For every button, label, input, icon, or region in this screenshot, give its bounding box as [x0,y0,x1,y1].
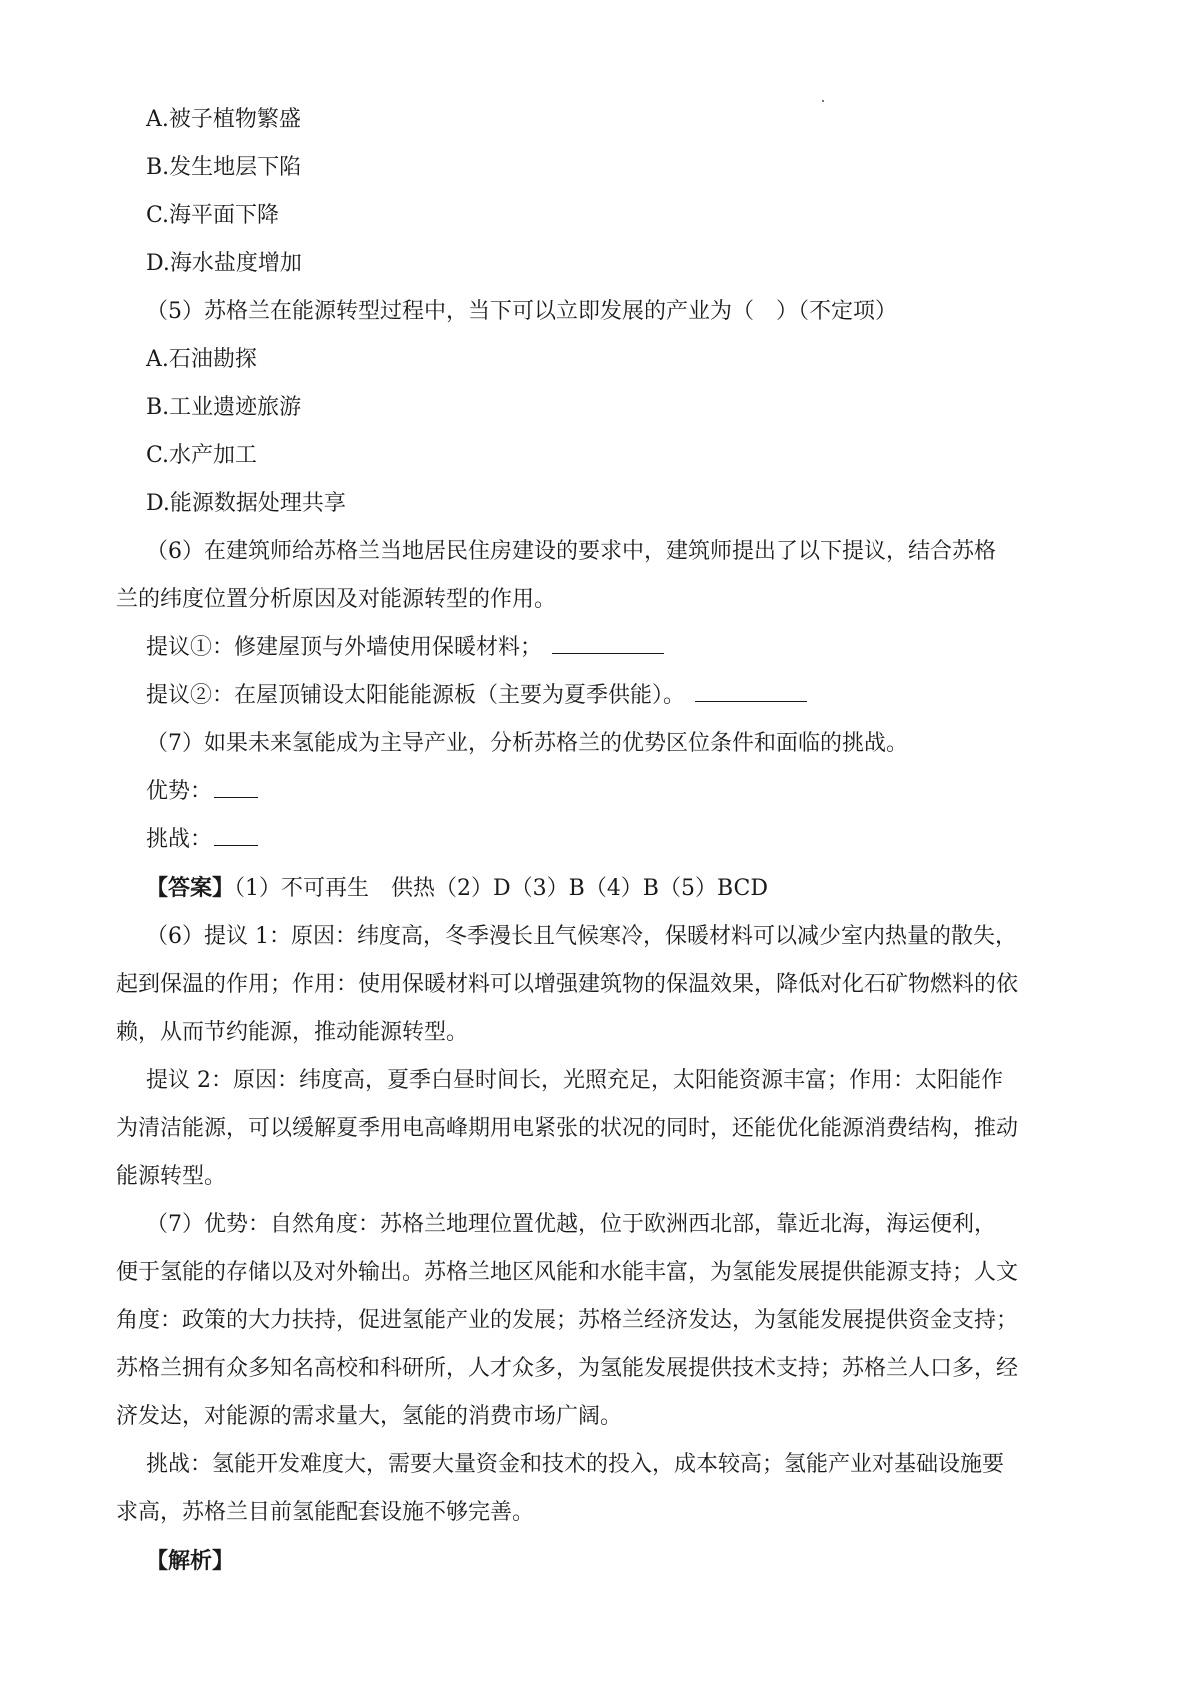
q6-proposal-1 [146,624,1100,672]
q5-option-b: B.工业遗迹旅游 [146,395,302,420]
q6-proposal-2 [146,672,1100,720]
answer-blank [214,821,258,846]
a7-p1-line4: 苏格兰拥有众多知名高校和科研所，人才众多，为氢能发展提供技术支持；苏格兰人口多，经 [116,1356,1019,1381]
answer-heading: 【答案】 [146,875,235,901]
a6-p2-line1: 提议 2：原因：纬度高，夏季白昼时间长，光照充足，太阳能资源丰富；作用：太阳能作 [146,1068,1003,1093]
q6-stem-line1: （6）在建筑师给苏格兰当地居民住房建设的要求中，建筑师提出了以下提议，结合苏格 [146,539,996,564]
a6-p1-line1: （6）提议 1：原因：纬度高，冬季漫长且气候寒冷，保暖材料可以减少室内热量的散失， [146,924,1017,949]
a6-p2-line3: 能源转型。 [116,1164,227,1189]
q6-proposal-2-text: 提议②：在屋顶铺设太阳能能源板（主要为夏季供能）。 [146,683,686,708]
q5-option-d: D.能源数据处理共享 [146,491,346,516]
a7-p1-line1: （7）优势：自然角度：苏格兰地理位置优越，位于欧洲西北部，靠近北海，海运便利， [146,1212,996,1237]
q7-challenge-label: 挑战： [146,827,213,852]
a7-p1-line3: 角度：政策的大力扶持，促进氢能产业的发展；苏格兰经济发达，为氢能发展提供资金支持； [116,1308,1019,1333]
answer-summary [146,864,1100,913]
q4-option-c: C.海平面下降 [146,203,280,228]
answer-blank [214,773,258,798]
a7-p2-line1: 挑战：氢能开发难度大，需要大量资金和技术的投入，成本较高；氢能产业对基础设施要 [146,1452,1005,1477]
a7-p2-line2: 求高，苏格兰目前氢能配套设施不够完善。 [116,1500,535,1525]
q7-stem: （7）如果未来氢能成为主导产业，分析苏格兰的优势区位条件和面临的挑战。 [146,731,908,756]
a6-p1-line3: 赖，从而节约能源，推动能源转型。 [116,1020,469,1045]
q4-option-b: B.发生地层下陷 [146,155,302,180]
q6-proposal-1-text: 提议①：修建屋顶与外墙使用保暖材料； [146,635,543,660]
q6-stem-line2: 兰的纬度位置分析原因及对能源转型的作用。 [116,587,557,612]
q4-option-a: A.被子植物繁盛 [146,107,301,132]
a6-p2-line2: 为清洁能源，可以缓解夏季用电高峰期用电紧张的状况的同时，还能优化能源消费结构，推动 [116,1116,1019,1141]
answer-summary-text: （1）不可再生 供热（2）D（3）B（4）B（5）BCD [234,876,769,901]
q7-advantage-label: 优势： [146,779,213,804]
q5-stem: （5）苏格兰在能源转型过程中，当下可以立即发展的产业为（ ）（不定项） [146,299,897,324]
q7-challenge [146,816,1100,864]
a7-p1-line2: 便于氢能的存储以及对外输出。苏格兰地区风能和水能丰富，为氢能发展提供能源支持；人文 [116,1260,1019,1285]
answer-blank [695,677,807,702]
q5-option-c: C.水产加工 [146,443,258,468]
q4-option-d: D.海水盐度增加 [146,251,302,276]
q5-option-a: A.石油勘探 [146,347,257,372]
a6-p1-line2: 起到保温的作用；作用：使用保暖材料可以增强建筑物的保温效果，降低对化石矿物燃料的依 [116,972,1019,997]
document-content [116,96,1100,1585]
q7-advantage [146,768,1100,816]
answer-blank [552,629,664,654]
analysis-heading: 【解析】 [146,1548,235,1574]
a7-p1-line5: 济发达，对能源的需求量大，氢能的消费市场广阔。 [116,1404,623,1429]
